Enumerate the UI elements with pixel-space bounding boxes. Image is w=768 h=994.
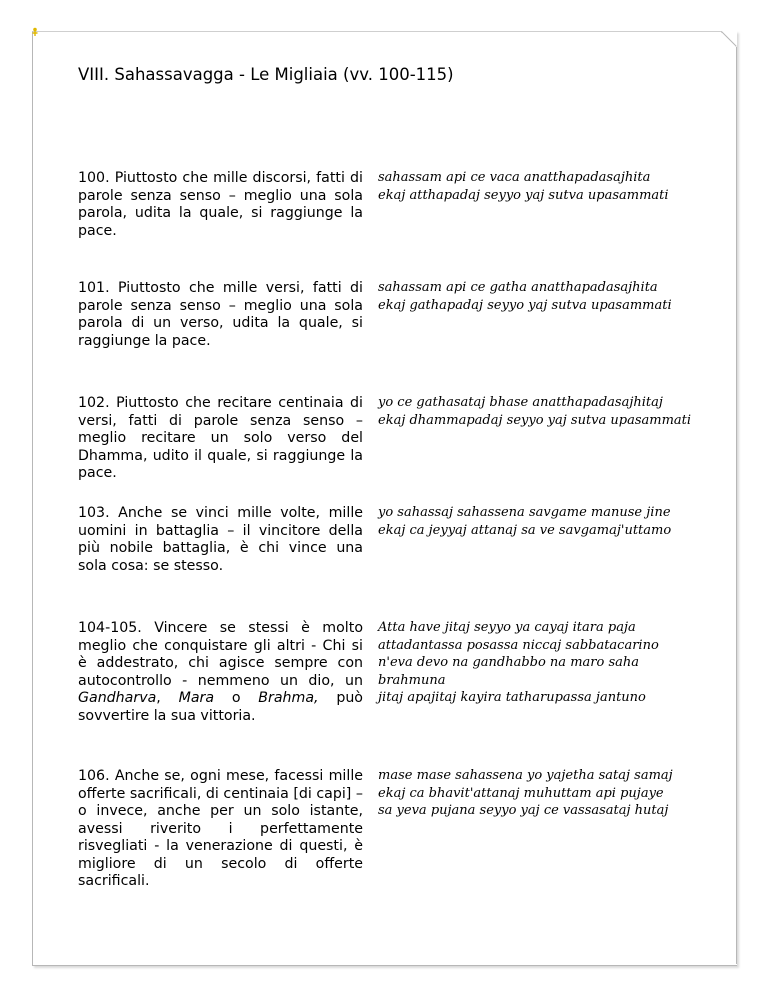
verse-103-italian: 103. Anche se vinci mille volte, mille uomini in battaglia – il vincitore della più nobile battaglia, è chi vince una sola cosa: se stesso.: [78, 505, 363, 574]
verse-100-italian: 100. Piuttosto che mille discorsi, fatti di parole senza senso – meglio una sola parola, udita la quale, si raggiunge la pace.: [78, 170, 363, 239]
verse-100-pali: [378, 169, 708, 204]
pali-line: attadantassa posassa niccaj sabbatacarino: [378, 637, 659, 653]
mara-term: Mara: [178, 690, 215, 706]
pali-line: sahassam api ce vaca anatthapadasajhita: [378, 170, 651, 185]
verse-106-italian: 106. Anche se, ogni mese, facessi mille offerte sacrificali, di centinaia [di capi] – o invece, anche per un solo istante, avessi riverito i perfettamente risvegliati - la venerazione di questi, è migliore di un secolo di offerte sacrificali.: [78, 768, 363, 889]
pali-line: Atta have jitaj seyyo ya cayaj itara paja: [378, 620, 636, 635]
page-title: VIII. Sahassavagga - Le Migliaia (vv. 100-115): [78, 65, 454, 84]
verse-text: sovvertire la sua vittoria.: [78, 707, 256, 724]
gandharva-term: Gandharva: [78, 690, 157, 706]
pali-line: n'eva devo na gandhabbo na maro saha: [378, 655, 639, 670]
anchor-icon: [31, 27, 39, 37]
pali-line: brahmuna: [378, 672, 446, 688]
pali-line: ekaj gathapadaj seyyo yaj sutva upasammati: [378, 297, 672, 313]
pali-line: yo sahassaj sahassena savgame manuse jine: [378, 505, 671, 520]
verse-106-pali: [378, 767, 708, 820]
verse-text: 104-105. Vincere se stessi è molto meglio che conquistare gli altri - Chi si è addestrato, chi agisce sempre con autocontrollo - nemmeno un dio, un: [78, 620, 363, 689]
conjunction: o: [231, 690, 241, 706]
page-right-edge: [736, 46, 737, 964]
pali-line: mase mase sahassena yo yajetha sataj samaj: [378, 768, 673, 783]
verse-104-105-pali: [378, 619, 708, 707]
verse-104-105-italian: [78, 620, 363, 725]
pali-line: ekaj atthapadaj seyyo yaj sutva upasammati: [378, 187, 669, 203]
verb: può: [336, 690, 363, 706]
pali-line: jitaj apajitaj kayira tatharupassa jantuno: [378, 690, 646, 705]
pali-line: ekaj ca bhavit'attanaj muhuttam api pujaye: [378, 785, 664, 801]
pali-line: ekaj dhammapadaj seyyo yaj sutva upasammati: [378, 412, 692, 428]
pali-line: yo ce gathasataj bhase anatthapadasajhitaj: [378, 395, 663, 410]
verse-101-pali: [378, 279, 708, 314]
verse-102-italian: 102. Piuttosto che recitare centinaia di versi, fatti di parole senza senso – meglio recitare un solo verso del Dhamma, udito il quale, si raggiunge la pace.: [78, 395, 363, 481]
brahma-term: Brahma,: [258, 690, 319, 706]
verse-101-italian: 101. Piuttosto che mille versi, fatti di parole senza senso – meglio una sola parola di un verso, udita la quale, si raggiunge la pace.: [78, 280, 363, 349]
page-corner-fold: [721, 31, 737, 47]
verse-102-pali: [378, 394, 708, 429]
comma: ,: [156, 690, 161, 706]
pali-line: sa yeva pujana seyyo yaj ce vassasataj hutaj: [378, 803, 669, 818]
pali-line: ekaj ca jeyyaj attanaj sa ve savgamaj'uttamo: [378, 522, 672, 538]
verse-103-pali: [378, 504, 708, 539]
pali-line: sahassam api ce gatha anatthapadasajhita: [378, 280, 658, 295]
